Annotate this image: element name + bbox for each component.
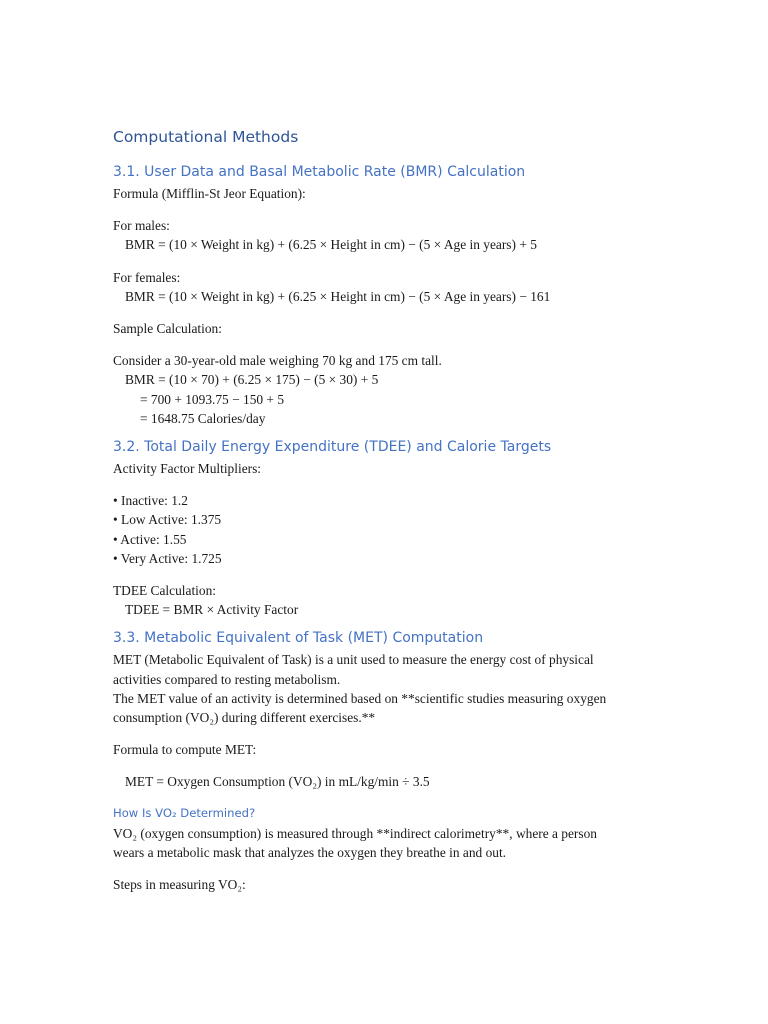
paragraph-line: activities compared to resting metabolism. bbox=[113, 671, 341, 687]
females-formula: BMR = (10 × Weight in kg) + (6.25 × Height in cm) − (5 × Age in years) − 161 bbox=[125, 288, 551, 304]
steps-label: Steps in measuring VO₂: bbox=[113, 877, 246, 893]
sample-line: BMR = (10 × 70) + (6.25 × 175) − (5 × 30) + 5 bbox=[125, 372, 379, 388]
tdee-formula: TDEE = BMR × Activity Factor bbox=[125, 602, 299, 618]
formula-label: Formula (Mifflin-St Jeor Equation): bbox=[113, 186, 306, 201]
activity-label: Activity Factor Multipliers: bbox=[113, 461, 262, 477]
paragraph-line: wears a metabolic mask that analyzes the oxygen they breathe in and out. bbox=[113, 844, 507, 860]
section-heading-3-1: 3.1. User Data and Basal Metabolic Rate (BMR) Calculation bbox=[113, 164, 526, 180]
paragraph-line: consumption (VO₂) during different exercises.** bbox=[113, 710, 376, 726]
page-title: Computational Methods bbox=[113, 128, 299, 146]
list-item: • Inactive: 1.2 bbox=[113, 493, 188, 509]
sample-intro: Consider a 30-year-old male weighing 70 kg and 175 cm tall. bbox=[113, 353, 442, 369]
compute-label: Formula to compute MET: bbox=[113, 742, 257, 758]
document-page bbox=[113, 122, 673, 894]
paragraph-line: The MET value of an activity is determined based on **scientific studies measuring oxygen bbox=[113, 690, 607, 706]
sub-heading-vo2: How Is VO₂ Determined? bbox=[113, 805, 256, 820]
paragraph-line: MET (Metabolic Equivalent of Task) is a unit used to measure the energy cost of physical bbox=[113, 652, 594, 668]
activity-factor-list bbox=[113, 491, 673, 568]
sample-label: Sample Calculation: bbox=[113, 321, 222, 337]
females-label: For females: bbox=[113, 269, 181, 285]
tdee-label: TDEE Calculation: bbox=[113, 583, 217, 599]
list-item: • Very Active: 1.725 bbox=[113, 550, 222, 566]
sample-line: = 1648.75 Calories/day bbox=[140, 410, 266, 426]
males-label: For males: bbox=[113, 218, 170, 234]
sample-line: = 700 + 1093.75 − 150 + 5 bbox=[140, 391, 285, 407]
males-formula: BMR = (10 × Weight in kg) + (6.25 × Height in cm) − (5 × Age in years) + 5 bbox=[125, 237, 537, 253]
paragraph-line: VO₂ (oxygen consumption) is measured through **indirect calorimetry**, where a person bbox=[113, 825, 597, 841]
section-heading-3-3: 3.3. Metabolic Equivalent of Task (MET) Computation bbox=[113, 630, 484, 647]
section-heading-3-2: 3.2. Total Daily Energy Expenditure (TDEE) and Calorie Targets bbox=[113, 439, 552, 456]
list-item: • Low Active: 1.375 bbox=[113, 512, 222, 528]
met-formula: MET = Oxygen Consumption (VO₂) in mL/kg/min ÷ 3.5 bbox=[125, 774, 430, 790]
list-item: • Active: 1.55 bbox=[113, 531, 187, 547]
